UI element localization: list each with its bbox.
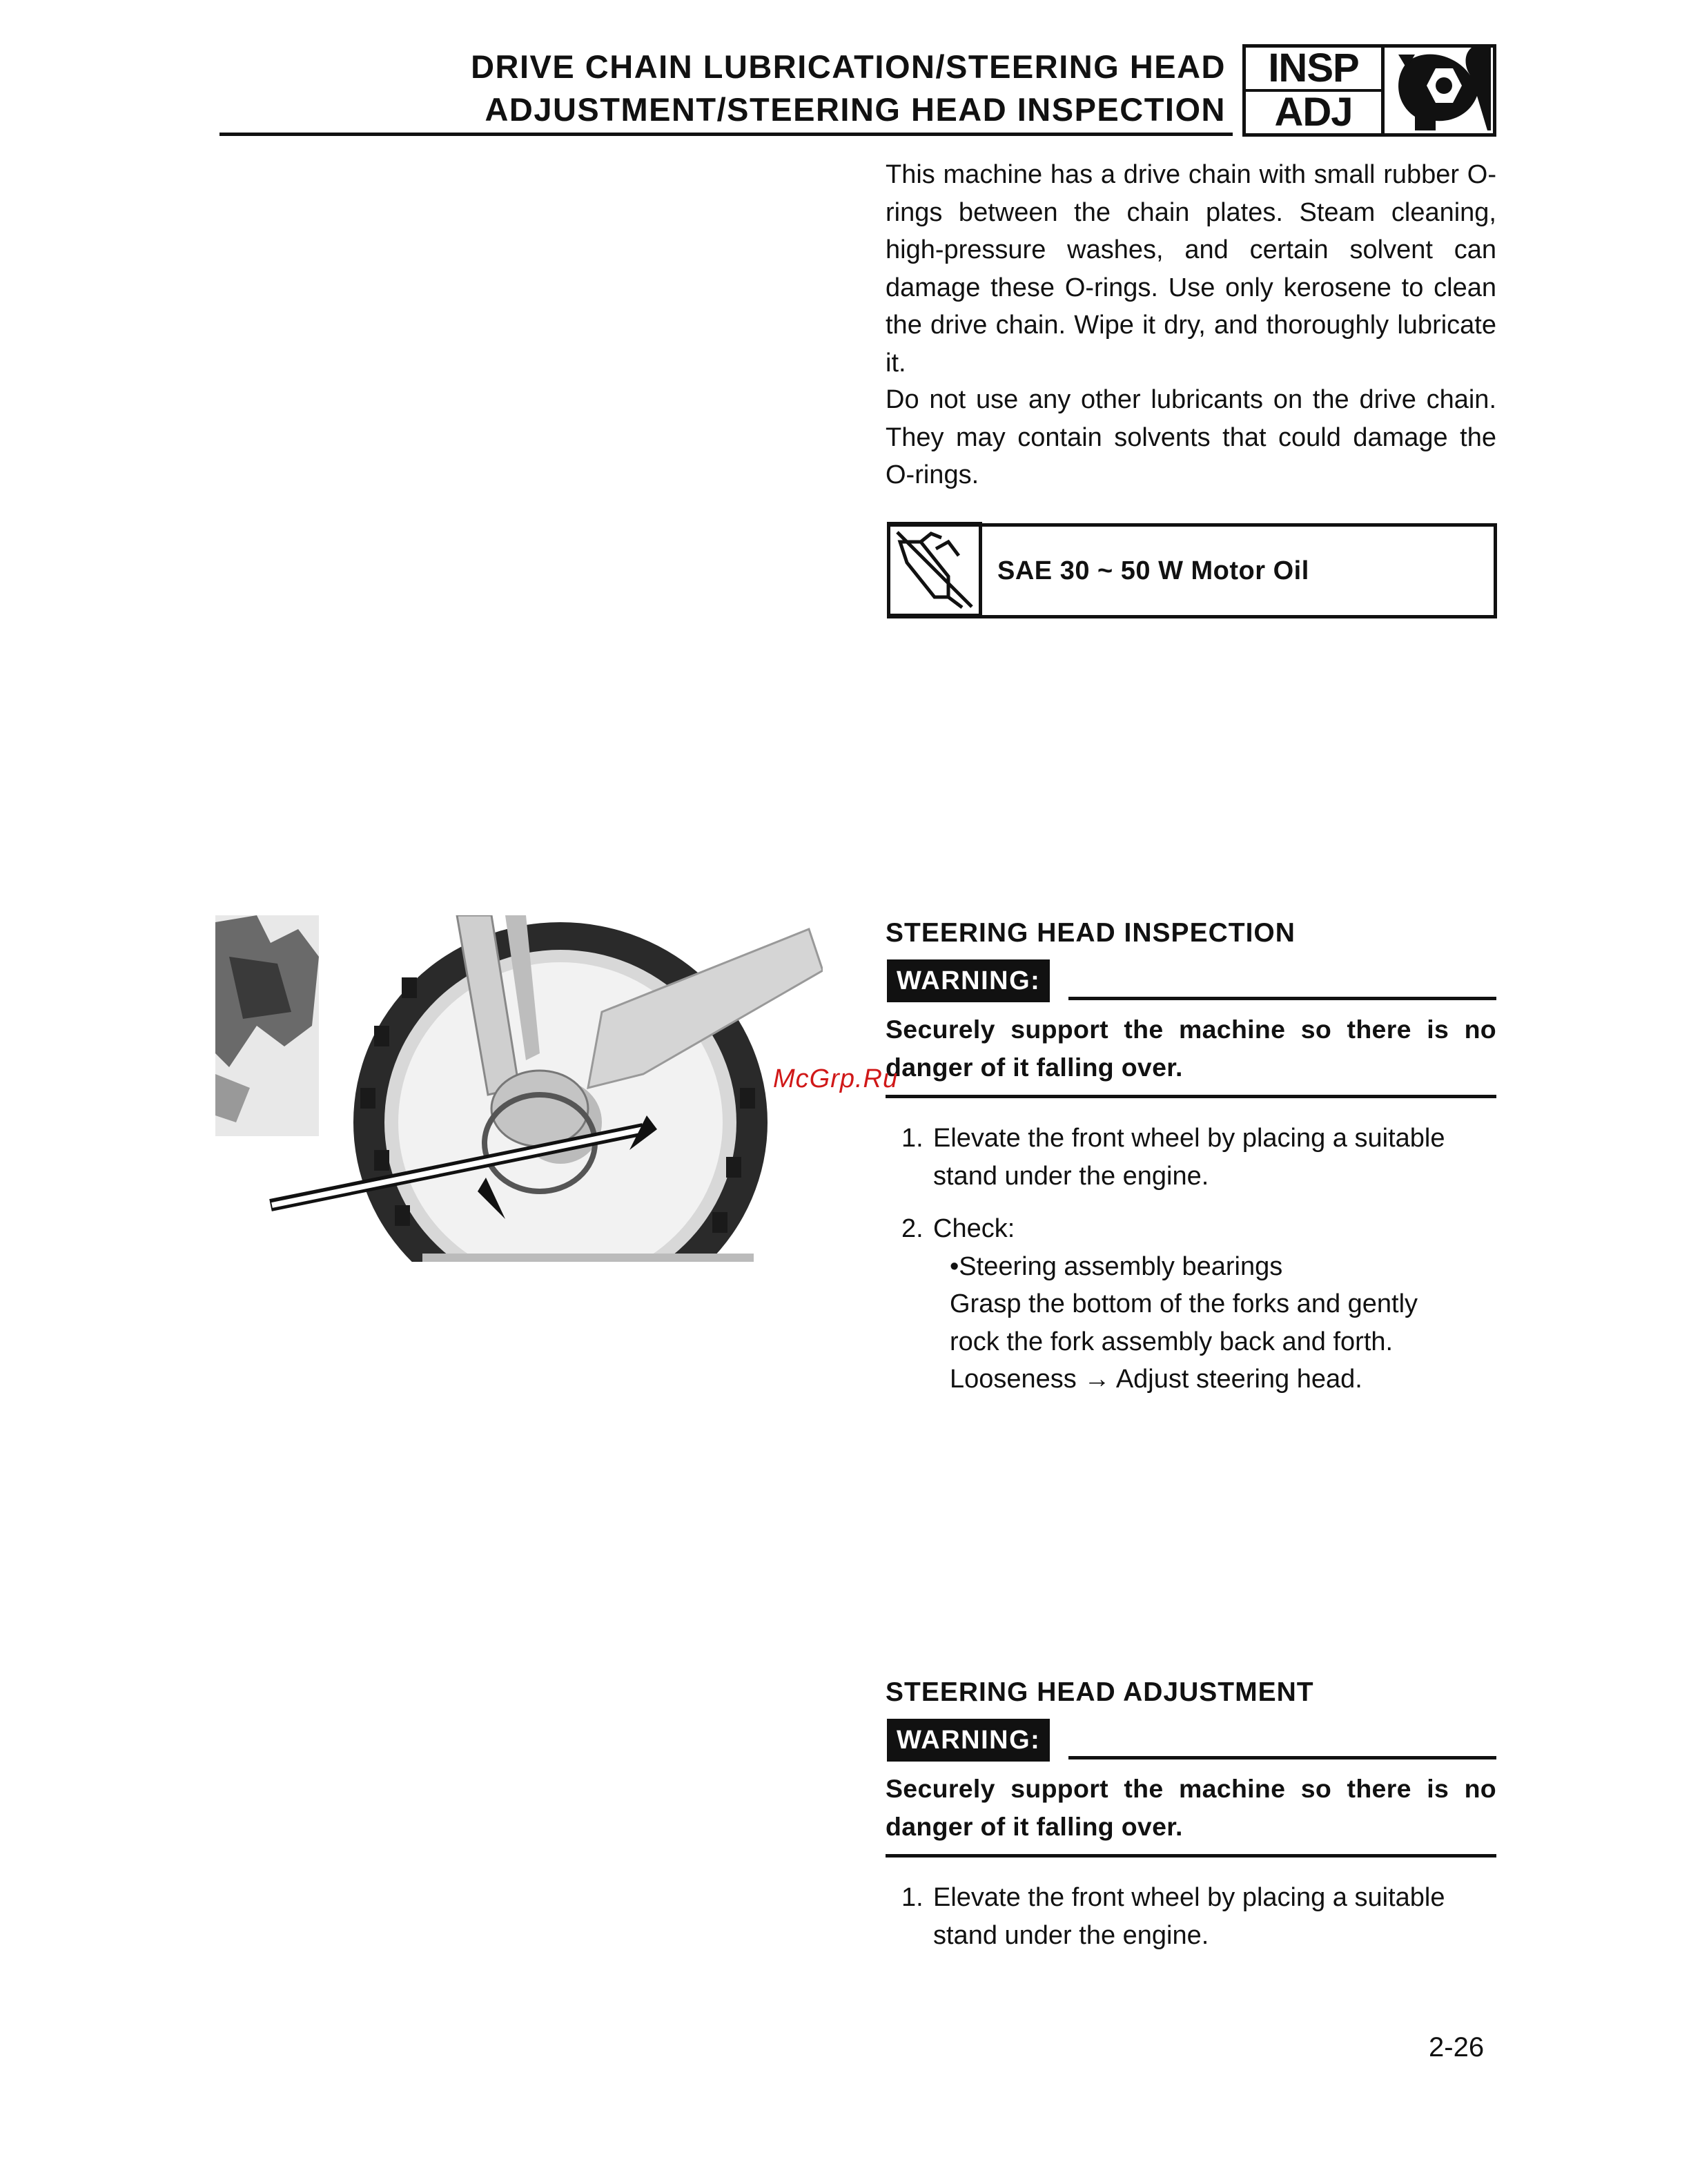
adjustment-warning-label: WARNING: <box>887 1719 1050 1762</box>
adjustment-warning-rule <box>1068 1756 1496 1759</box>
inspection-detail-3: Looseness → Adjust steering head. <box>950 1365 1362 1394</box>
inspection-detail-1: Grasp the bottom of the forks and gently <box>950 1289 1418 1318</box>
step-text: Elevate the front wheel by placing a suitable <box>933 1883 1445 1912</box>
step-number: 2. <box>901 1214 923 1243</box>
inspection-warning-label: WARNING: <box>887 959 1050 1002</box>
step-number: 1. <box>901 1883 923 1912</box>
badge-text <box>1246 48 1385 133</box>
inspection-step-1 <box>901 1120 1496 1158</box>
inspection-bullet: •Steering assembly bearings <box>950 1251 1283 1281</box>
page-title-line-1: DRIVE CHAIN LUBRICATION/STEERING HEAD <box>471 48 1226 85</box>
adjustment-step-1-cont: stand under the engine. <box>933 1920 1209 1950</box>
oil-can-icon <box>887 522 982 617</box>
drive-chain-paragraph-1: This machine has a drive chain with small rubber O-rings between the chain plates. Steam cleaning, high-pressure washes, and certain solvent can damage these O-rings. Use only kerosene to clean the drive chain. Wipe it dry, and thoroughly lubricate it. <box>886 160 1496 378</box>
adjustment-warning-text: Securely support the machine so there is no danger of it falling over. <box>886 1774 1496 1841</box>
inspection-step-1-cont: stand under the engine. <box>933 1161 1209 1191</box>
page-number: 2-26 <box>1429 2032 1485 2063</box>
front-wheel-photo <box>215 915 823 1262</box>
badge-adj: ADJ <box>1274 90 1353 135</box>
inspection-detail-2: rock the fork assembly back and forth. <box>950 1327 1394 1356</box>
adjustment-step-1 <box>901 1879 1496 1917</box>
section-badge <box>1242 44 1496 137</box>
drive-chain-paragraph-2: Do not use any other lubricants on the drive chain. They may contain solvents that could damage the O-rings. <box>886 385 1496 489</box>
inspection-step-2 <box>901 1210 1496 1248</box>
step-text: Elevate the front wheel by placing a suitable <box>933 1124 1445 1153</box>
lubricant-spec: SAE 30 ~ 50 W Motor Oil <box>997 556 1309 585</box>
inspection-warning-rule <box>1068 997 1496 1000</box>
header-rule <box>219 133 1233 136</box>
watermark: McGrp.Ru <box>773 1064 899 1093</box>
page-title <box>221 46 1226 131</box>
wrench-nut-icon <box>1385 48 1493 133</box>
step-text: Check: <box>933 1214 1015 1243</box>
inspection-warning-text: Securely support the machine so there is no danger of it falling over. <box>886 1015 1496 1082</box>
adjustment-title: STEERING HEAD ADJUSTMENT <box>886 1677 1314 1707</box>
lubricant-box <box>887 523 1497 618</box>
adjustment-warning-bottom-rule <box>886 1854 1496 1858</box>
badge-insp: INSP <box>1246 48 1381 92</box>
step-number: 1. <box>901 1124 923 1153</box>
adjustment-steps <box>901 1879 1496 1954</box>
inspection-warning-bottom-rule <box>886 1095 1496 1098</box>
inspection-title: STEERING HEAD INSPECTION <box>886 918 1296 948</box>
page-title-line-2: ADJUSTMENT/STEERING HEAD INSPECTION <box>485 91 1226 128</box>
inspection-steps <box>901 1120 1496 1398</box>
